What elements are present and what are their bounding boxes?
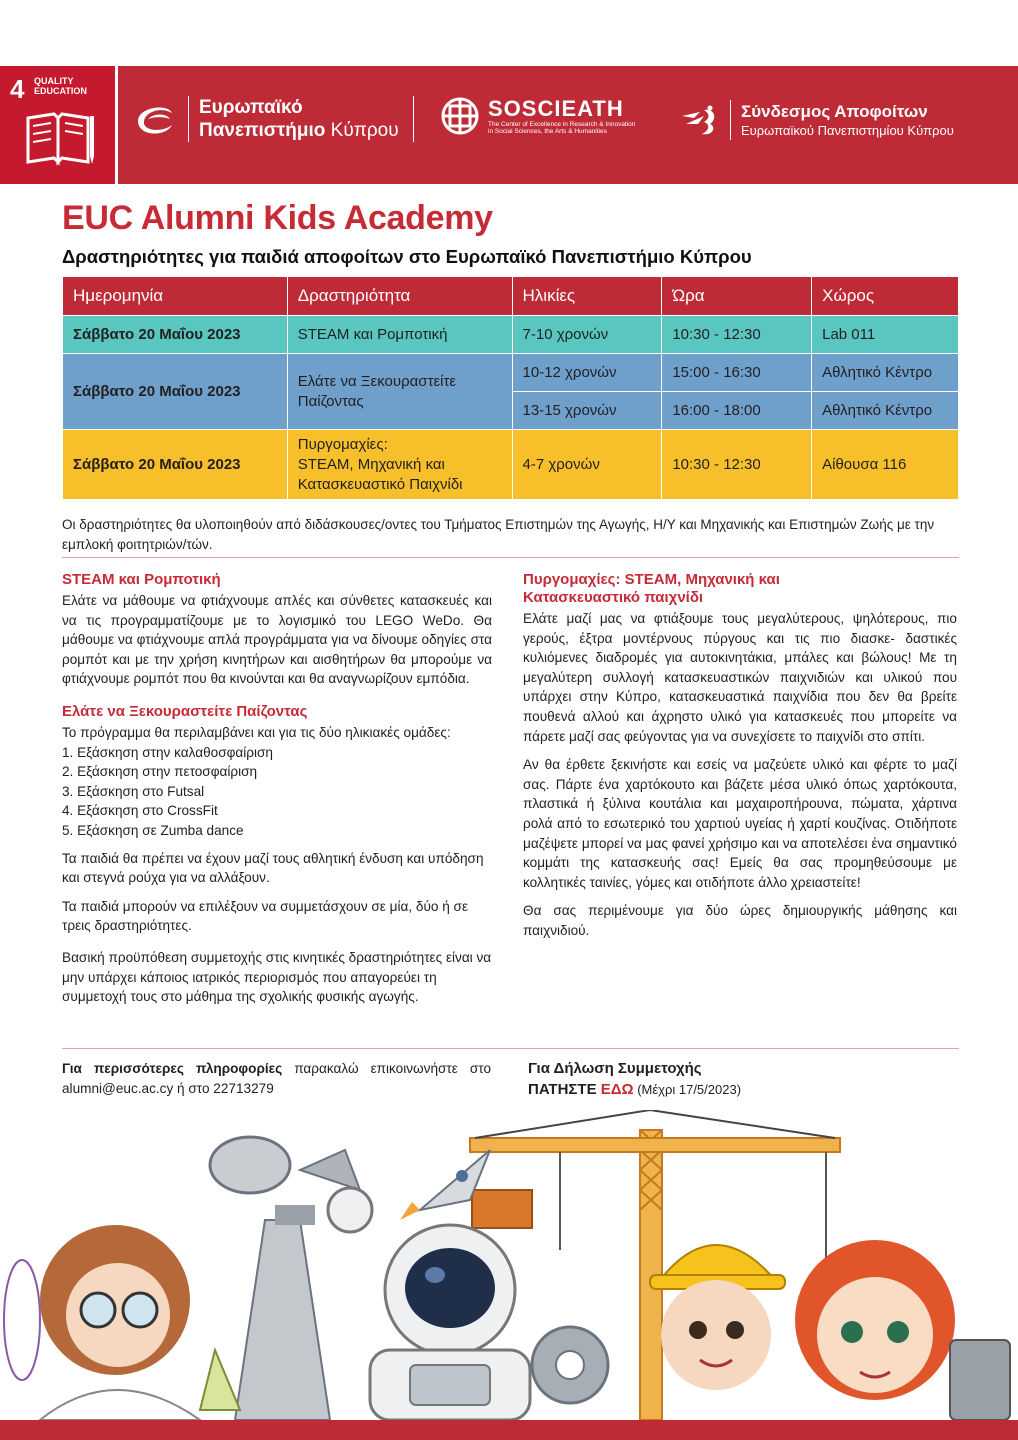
cell-activity: STEAM και Ρομποτική bbox=[287, 316, 512, 354]
contact-details[interactable]: παρακαλώ επικοινωνήστε στο alumni@euc.ac.cy ή στο 22713279 bbox=[62, 1061, 492, 1096]
euc-logo bbox=[132, 96, 424, 142]
cell-venue: Αθλητικό Κέντρο bbox=[812, 354, 959, 392]
logo-divider bbox=[413, 96, 414, 142]
left-column bbox=[62, 571, 492, 1016]
play-paragraph-2: Τα παιδιά μπορούν να επιλέξουν να συμμετάσχουν σε μία, δύο ή σε τρεις δραστηριότητες. bbox=[62, 898, 469, 934]
page-title: EUC Alumni Kids Academy bbox=[62, 199, 493, 237]
logo-divider bbox=[188, 96, 189, 142]
cell-activity-line3: Κατασκευαστικό Παιχνίδι bbox=[297, 475, 463, 493]
table-header-row bbox=[63, 277, 959, 316]
footer-bar bbox=[0, 1420, 1018, 1440]
cell-ages: 7-10 χρονών bbox=[512, 316, 662, 354]
header-venue: Χώρος bbox=[812, 277, 959, 316]
euc-logo-line2: Πανεπιστήμιο Κύπρου bbox=[199, 120, 399, 141]
registration-deadline: (Μέχρι 17/5/2023) bbox=[633, 1082, 742, 1097]
registration-link[interactable]: ΠΑΤΗΣΤΕ ΕΔΩ (Μέχρι 17/5/2023) bbox=[528, 1081, 742, 1098]
gear-illustration bbox=[532, 1327, 608, 1403]
cell-time: 10:30 - 12:30 bbox=[662, 430, 812, 500]
cell-activity: Ελάτε να Ξεκουραστείτε Παίζοντας bbox=[287, 354, 512, 430]
divider bbox=[62, 1048, 959, 1049]
cell-venue: Αθλητικό Κέντρο bbox=[812, 392, 959, 430]
right-column bbox=[523, 571, 957, 950]
satellite-tower-illustration bbox=[210, 1137, 360, 1420]
schedule-table bbox=[62, 276, 959, 500]
alumni-association-logo bbox=[680, 100, 954, 140]
cell-ages: 10-12 χρονών bbox=[512, 354, 662, 392]
header-time: Ώρα bbox=[662, 277, 812, 316]
list-item: 5. Εξάσκηση σε Zumba dance bbox=[62, 822, 244, 838]
steam-description: Ελάτε να μάθουμε να φτιάχνουμε απλές και σύνθετες κατασκευές και να τις προγραμματίζουμε με το λογισμικό του LEGO WeDo. Θα μάθουμε να φτιάχνουμε απλά προγράμματα για να δίνουμε οδηγίες στα ρομπότ και με την χρήση κινητήρων και αισθητήρων θα μπορούμε να φτιάχνουμε ρομπότ που θα κινούνται και θα αναγνωρίζουν εμπόδια. bbox=[62, 593, 492, 687]
play-intro: Το πρόγραμμα θα περιλαμβάνει και για τις δύο ηλικιακές ομάδες: bbox=[62, 724, 451, 740]
logo-divider bbox=[730, 100, 731, 140]
alumni-bird-icon bbox=[680, 102, 720, 138]
soscieath-grid-icon bbox=[440, 96, 480, 136]
cell-ages: 13-15 χρονών bbox=[512, 392, 662, 430]
list-item: 2. Εξάσκηση στην πετοσφαίριση bbox=[62, 764, 258, 780]
tower-paragraph-1: Ελάτε μαζί μας να φτιάξουμε τους μεγαλύτερους, ψηλότερους, πιο γερούς, έξτρα μοντέρνους πύργους και τις πιο διασκε- δαστικές κυλιόμενες διαδρομές για αυτοκινητάκια, μπάλες και βώλους! Με τη μεγαλύτερη συλλογή κατασκευαστικών παιχνιδιών και υλικού που υπάρχει στην Κύπρο, κατασκευαστικά παιχνίδια που δεν θα βρείτε πουθενά αλλού και άχρηστο υλικό για κατασκευές που μπορείτε να πάρετε μαζί σας φεύγοντας για να συνεχίσετε το παιχνίδι στο σπίτι. bbox=[523, 611, 957, 744]
cell-activity-line1: Πυργομαχίες: bbox=[297, 435, 388, 453]
table-row bbox=[63, 316, 959, 354]
euc-logo-line1: Ευρωπαϊκό bbox=[199, 97, 303, 118]
play-section-title: Ελάτε να Ξεκουραστείτε Παίζοντας bbox=[62, 702, 308, 720]
construction-boy-illustration bbox=[650, 1245, 785, 1390]
sdg-label-line2: EDUCATION bbox=[34, 86, 87, 96]
top-margin bbox=[0, 0, 1018, 66]
cell-date: Σάββατο 20 Μαΐου 2023 bbox=[63, 316, 288, 354]
here-link[interactable]: ΕΔΩ bbox=[600, 1081, 634, 1098]
cell-activity bbox=[287, 430, 512, 500]
table-row bbox=[63, 430, 959, 500]
sdg-label-line1: QUALITY bbox=[34, 76, 74, 86]
soscieath-sub2: in Social Sciences, the Arts & Humanities bbox=[488, 128, 607, 135]
list-item: 4. Εξάσκηση στο CrossFit bbox=[62, 803, 218, 819]
steam-section-title: STEAM και Ρομποτική bbox=[62, 571, 221, 588]
redhead-girl-illustration bbox=[795, 1240, 1010, 1420]
divider bbox=[62, 557, 959, 558]
play-paragraph-3: Βασική προϋπόθεση συμμετοχής στις κινητικές δραστηριότητες είναι να μην υπάρχει κάποιος ιατρικός περιορισμός που απαγορεύει τη συμμετοχή τους στο μάθημα της σχολικής φυσικής αγωγής. bbox=[62, 949, 492, 1005]
cell-time: 15:00 - 16:30 bbox=[662, 354, 812, 392]
tower-section-title: Πυργομαχίες: STEAM, Μηχανική και Κατασκευαστικό παιχνίδι bbox=[523, 571, 780, 606]
contact-info bbox=[62, 1059, 491, 1099]
soscieath-name: SOSCIEATH bbox=[488, 96, 624, 121]
header-date: Ημερομηνία bbox=[63, 277, 288, 316]
header-activity: Δραστηριότητα bbox=[287, 277, 512, 316]
play-paragraph-1: Τα παιδιά θα πρέπει να έχουν μαζί τους αθλητική ένδυση και υπόδηση και στεγνά ρούχα για να αλλάξουν. bbox=[62, 850, 484, 886]
cell-venue: Αίθουσα 116 bbox=[812, 430, 959, 500]
page-subtitle: Δραστηριότητες για παιδιά αποφοίτων στο Ευρωπαϊκό Πανεπιστήμιο Κύπρου bbox=[62, 246, 752, 267]
staff-note: Οι δραστηριότητες θα υλοποιηθούν από διδάσκουσες/οντες του Τμήματος Επιστημών της Αγωγής, Η/Υ και Μηχανικής και Επιστημών Ζωής με την εμπλοκή φοιτητριών/τών. bbox=[62, 517, 935, 552]
cell-venue: Lab 011 bbox=[812, 316, 959, 354]
sdg-number: 4 bbox=[10, 74, 25, 104]
soscieath-sub1: The Center of Excellence in Research & Innovation bbox=[488, 121, 636, 128]
tower-paragraph-3: Θα σας περιμένουμε για δύο ώρες δημιουργικής μάθησης και παιχνιδιού. bbox=[523, 903, 957, 938]
sdg-quality-education-badge bbox=[0, 66, 118, 184]
alumni-logo-line1: Σύνδεσμος Αποφοίτων bbox=[741, 101, 928, 121]
cell-activity-line2: STEAM, Μηχανική και bbox=[297, 455, 445, 473]
soscieath-logo bbox=[440, 96, 635, 136]
table-row bbox=[63, 354, 959, 392]
cell-date: Σάββατο 20 Μαΐου 2023 bbox=[63, 354, 288, 430]
book-pencil-icon bbox=[24, 110, 96, 170]
contact-lead: Για περισσότερες πληροφορίες bbox=[62, 1061, 283, 1076]
scientist-girl-illustration bbox=[4, 1225, 240, 1420]
cell-date: Σάββατο 20 Μαΐου 2023 bbox=[63, 430, 288, 500]
sports-list bbox=[62, 743, 492, 841]
cell-ages: 4-7 χρονών bbox=[512, 430, 662, 500]
registration-title: Για Δήλωση Συμμετοχής bbox=[528, 1060, 702, 1077]
alumni-logo-line2: Ευρωπαϊκού Πανεπιστημίου Κύπρου bbox=[741, 122, 954, 138]
cell-time: 16:00 - 18:00 bbox=[662, 392, 812, 430]
kids-illustration bbox=[0, 1110, 1018, 1420]
euc-swoosh-icon bbox=[132, 99, 178, 139]
header-ages: Ηλικίες bbox=[512, 277, 662, 316]
cell-time: 10:30 - 12:30 bbox=[662, 316, 812, 354]
registration-block bbox=[528, 1058, 741, 1100]
list-item: 1. Εξάσκηση στην καλαθοσφαίριση bbox=[62, 744, 273, 760]
tower-paragraph-2: Αν θα έρθετε ξεκινήστε και εσείς να μαζεύετε υλικό και φέρτε το μαζί σας. Πάρτε ένα χαρτόκουτο και βάζετε μέσα υλικό όπως χαρτόκουτα, πλαστικά ή ξύλινα κουτάλια και μαχαιροπήρουνα, πώματα, χάρτινα ρολά από το εσωτερικό του χαρτιού υγείας ή χαρτί κουζίνας. Οτιδήποτε μαζέψετε μπορεί να μας φανεί χρήσιμο και να αποτελέσει ένα σημαντικό κομμάτι της κατασκευής σας! Εμείς θα σας προμηθεύσουμε με κολλητικές ταινίες, γόμες και οτιδήποτε άλλο χρειαστείτε! bbox=[523, 757, 957, 890]
sdg-label bbox=[34, 76, 87, 96]
list-item: 3. Εξάσκηση στο Futsal bbox=[62, 783, 205, 799]
